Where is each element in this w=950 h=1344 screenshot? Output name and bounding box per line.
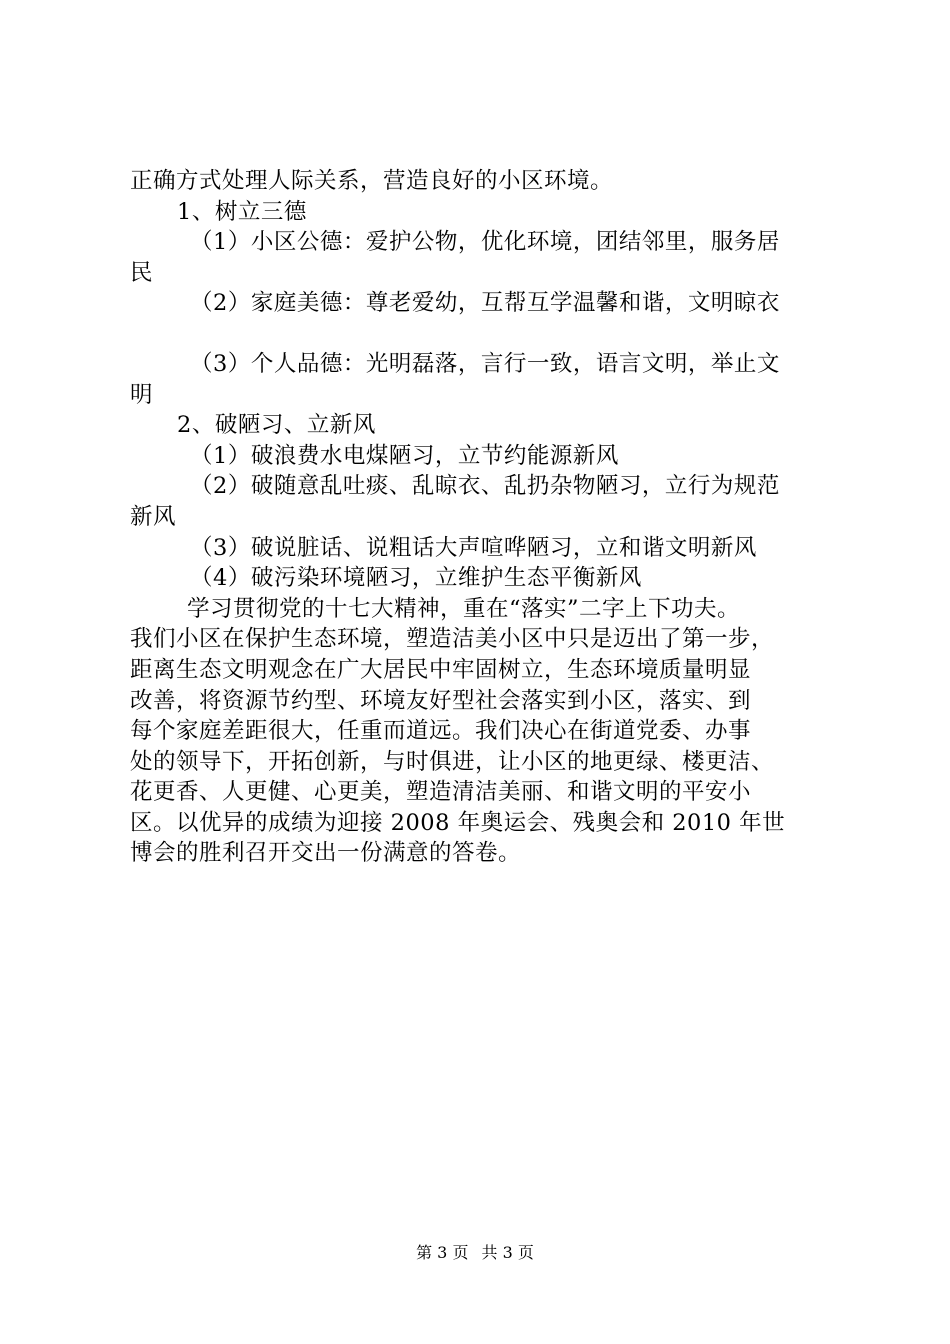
page-footer	[0, 1243, 950, 1263]
paragraph-line: 改善，将资源节约型、环境友好型社会落实到小区，落实、到	[130, 687, 752, 714]
paragraph-line: 学习贯彻党的十七大精神，重在“落实”二字上下功夫。	[187, 595, 741, 622]
paragraph-line: 区。以优异的成绩为迎接 2008 年奥运会、残奥会和 2010 年世	[130, 809, 786, 836]
paragraph-line: 我们小区在保护生态环境，塑造洁美小区中只是迈出了第一步，	[130, 626, 775, 653]
list-item: （4）破污染环境陋习，立维护生态平衡新风	[190, 565, 642, 592]
document-body	[130, 166, 830, 869]
list-item: （2）家庭美德：尊老爱幼，互帮互学温馨和谐，文明晾衣	[190, 290, 780, 317]
section-heading: 2、破陋习、立新风	[177, 412, 376, 439]
page-total: 共 3 页	[481, 1243, 534, 1262]
paragraph-line: 花更香、人更健、心更美，塑造清洁美丽、和谐文明的平安小	[130, 779, 752, 806]
paragraph-line: 距离生态文明观念在广大居民中牢固树立，生态环境质量明显	[130, 656, 752, 683]
paragraph-line: 博会的胜利召开交出一份满意的答卷。	[130, 840, 522, 867]
paragraph-line: 每个家庭差距很大，任重而道远。我们决心在街道党委、办事	[130, 718, 752, 745]
list-item-continuation: 明	[130, 381, 154, 408]
list-item-continuation: 民	[130, 259, 154, 286]
list-item: （1）破浪费水电煤陋习，立节约能源新风	[190, 442, 619, 469]
paragraph-line: 正确方式处理人际关系，营造良好的小区环境。	[130, 168, 614, 194]
list-item: （2）破随意乱吐痰、乱晾衣、乱扔杂物陋习，立行为规范	[190, 473, 780, 500]
list-item: （3）个人品德：光明磊落，言行一致，语言文明，举止文	[190, 350, 780, 377]
list-item: （1）小区公德：爱护公物，优化环境，团结邻里，服务居	[190, 229, 780, 256]
blank-line	[130, 319, 830, 349]
section-heading: 1、树立三德	[177, 198, 307, 225]
paragraph-line: 处的领导下，开拓创新，与时俱进，让小区的地更绿、楼更洁、	[130, 748, 775, 775]
page-number: 第 3 页	[416, 1243, 469, 1262]
list-item-continuation: 新风	[130, 503, 177, 530]
list-item: （3）破说脏话、说粗话大声喧哗陋习，立和谐文明新风	[190, 534, 757, 561]
